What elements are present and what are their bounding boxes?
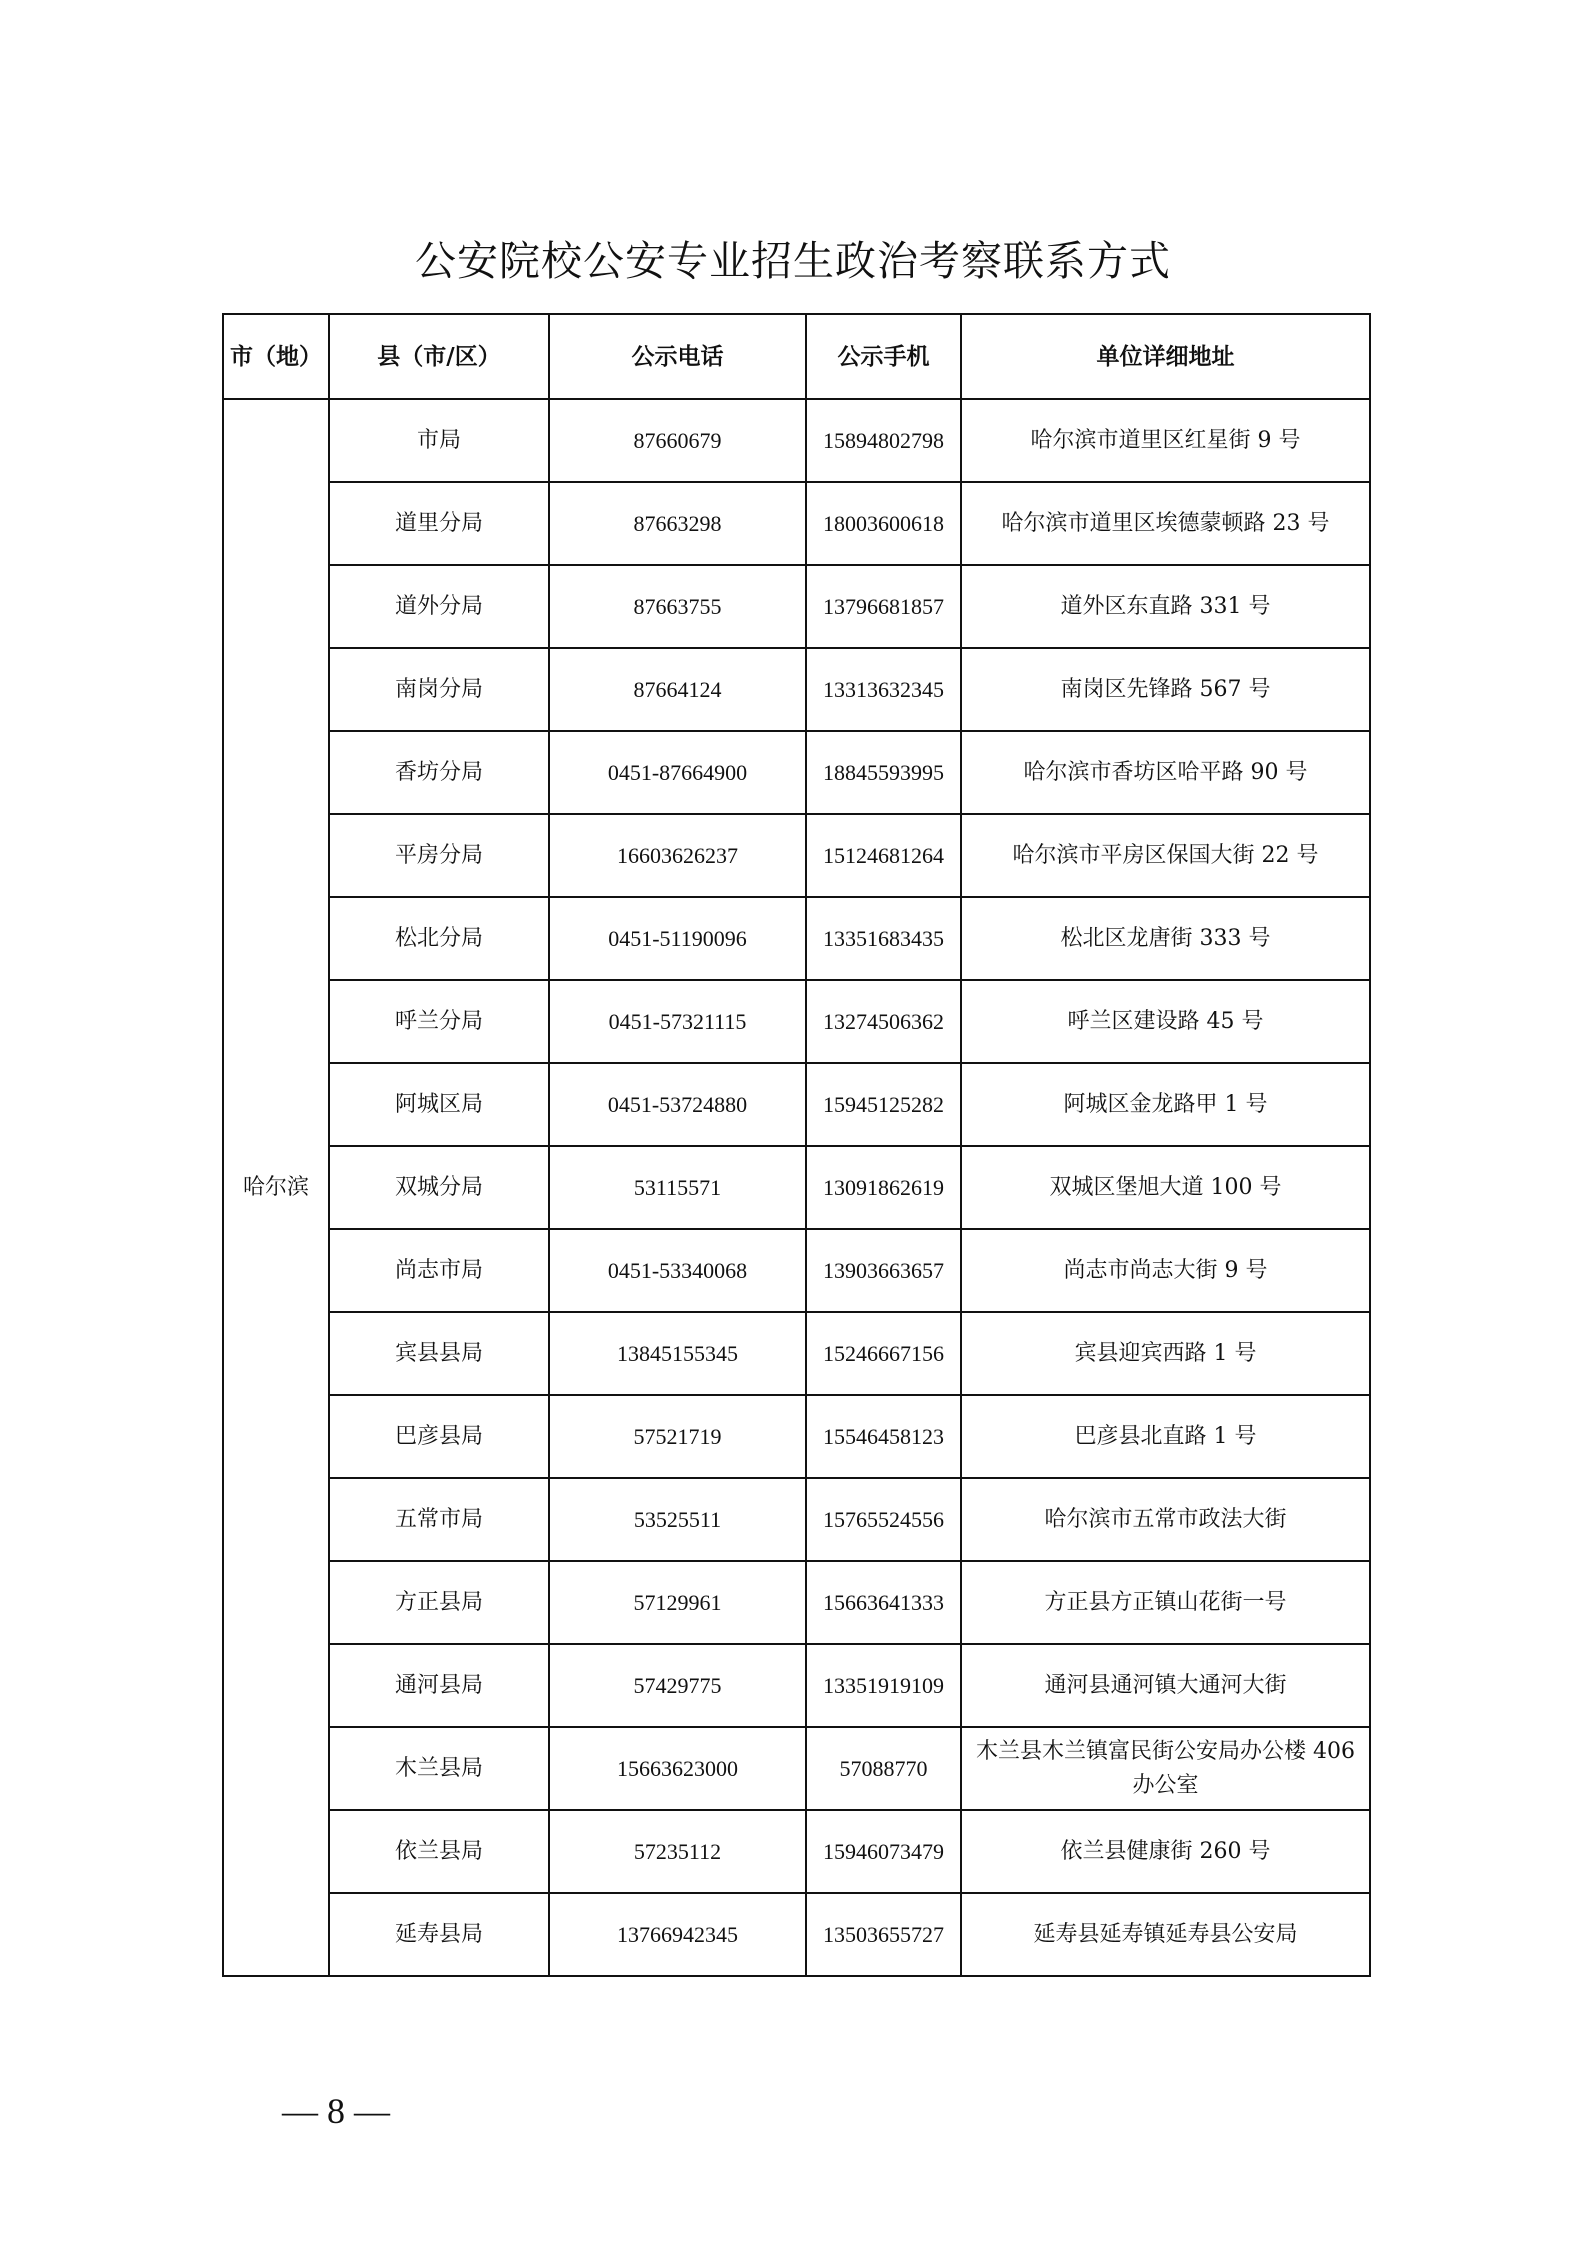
mobile-cell: 15946073479 xyxy=(806,1810,961,1893)
header-county: 县（市/区） xyxy=(329,314,549,399)
table-row xyxy=(223,648,1370,731)
county-cell: 平房分局 xyxy=(329,814,549,897)
address-cell: 哈尔滨市道里区红星街 9 号 xyxy=(961,399,1370,482)
county-cell: 五常市局 xyxy=(329,1478,549,1561)
county-cell: 呼兰分局 xyxy=(329,980,549,1063)
page-number: — 8 — xyxy=(282,2091,390,2131)
address-cell: 南岗区先锋路 567 号 xyxy=(961,648,1370,731)
mobile-cell: 15765524556 xyxy=(806,1478,961,1561)
mobile-cell: 15546458123 xyxy=(806,1395,961,1478)
table-row xyxy=(223,1727,1370,1810)
phone-cell: 15663623000 xyxy=(549,1727,806,1810)
page-title: 公安院校公安专业招生政治考察联系方式 xyxy=(415,237,1171,285)
header-city: 市（地） xyxy=(223,314,329,399)
contact-table xyxy=(222,313,1371,1977)
phone-cell: 87664124 xyxy=(549,648,806,731)
mobile-cell: 13091862619 xyxy=(806,1146,961,1229)
table-header-row xyxy=(223,314,1370,399)
phone-cell: 87663755 xyxy=(549,565,806,648)
phone-cell: 0451-51190096 xyxy=(549,897,806,980)
county-cell: 尚志市局 xyxy=(329,1229,549,1312)
address-cell: 阿城区金龙路甲 1 号 xyxy=(961,1063,1370,1146)
table-row xyxy=(223,1478,1370,1561)
table-row xyxy=(223,399,1370,482)
table-row xyxy=(223,565,1370,648)
county-cell: 香坊分局 xyxy=(329,731,549,814)
mobile-cell: 15124681264 xyxy=(806,814,961,897)
phone-cell: 87660679 xyxy=(549,399,806,482)
phone-cell: 0451-53340068 xyxy=(549,1229,806,1312)
table-row xyxy=(223,1644,1370,1727)
address-cell: 延寿县延寿镇延寿县公安局 xyxy=(961,1893,1370,1976)
county-cell: 南岗分局 xyxy=(329,648,549,731)
phone-cell: 53115571 xyxy=(549,1146,806,1229)
header-phone: 公示电话 xyxy=(549,314,806,399)
header-address: 单位详细地址 xyxy=(961,314,1370,399)
table-row xyxy=(223,1063,1370,1146)
address-cell: 通河县通河镇大通河大街 xyxy=(961,1644,1370,1727)
mobile-cell: 15894802798 xyxy=(806,399,961,482)
phone-cell: 0451-87664900 xyxy=(549,731,806,814)
table-row xyxy=(223,482,1370,565)
phone-cell: 16603626237 xyxy=(549,814,806,897)
county-cell: 依兰县局 xyxy=(329,1810,549,1893)
address-cell: 道外区东直路 331 号 xyxy=(961,565,1370,648)
county-cell: 木兰县局 xyxy=(329,1727,549,1810)
mobile-cell: 18845593995 xyxy=(806,731,961,814)
county-cell: 道外分局 xyxy=(329,565,549,648)
county-cell: 通河县局 xyxy=(329,1644,549,1727)
table-row xyxy=(223,897,1370,980)
address-cell: 宾县迎宾西路 1 号 xyxy=(961,1312,1370,1395)
table-row xyxy=(223,1395,1370,1478)
table-row xyxy=(223,1561,1370,1644)
table-row xyxy=(223,1312,1370,1395)
table-row xyxy=(223,814,1370,897)
phone-cell: 87663298 xyxy=(549,482,806,565)
mobile-cell: 13903663657 xyxy=(806,1229,961,1312)
phone-cell: 0451-53724880 xyxy=(549,1063,806,1146)
phone-cell: 0451-57321115 xyxy=(549,980,806,1063)
phone-cell: 57429775 xyxy=(549,1644,806,1727)
address-cell: 哈尔滨市道里区埃德蒙顿路 23 号 xyxy=(961,482,1370,565)
table-row xyxy=(223,1893,1370,1976)
mobile-cell: 15663641333 xyxy=(806,1561,961,1644)
mobile-cell: 15945125282 xyxy=(806,1063,961,1146)
phone-cell: 57521719 xyxy=(549,1395,806,1478)
table-row xyxy=(223,1146,1370,1229)
address-cell: 方正县方正镇山花街一号 xyxy=(961,1561,1370,1644)
mobile-cell: 13313632345 xyxy=(806,648,961,731)
county-cell: 阿城区局 xyxy=(329,1063,549,1146)
address-cell: 哈尔滨市五常市政法大街 xyxy=(961,1478,1370,1561)
table-row xyxy=(223,980,1370,1063)
table-row xyxy=(223,1810,1370,1893)
address-cell: 哈尔滨市香坊区哈平路 90 号 xyxy=(961,731,1370,814)
mobile-cell: 18003600618 xyxy=(806,482,961,565)
address-cell: 呼兰区建设路 45 号 xyxy=(961,980,1370,1063)
address-cell: 尚志市尚志大街 9 号 xyxy=(961,1229,1370,1312)
phone-cell: 13845155345 xyxy=(549,1312,806,1395)
county-cell: 巴彦县局 xyxy=(329,1395,549,1478)
county-cell: 松北分局 xyxy=(329,897,549,980)
county-cell: 延寿县局 xyxy=(329,1893,549,1976)
header-mobile: 公示手机 xyxy=(806,314,961,399)
county-cell: 宾县县局 xyxy=(329,1312,549,1395)
city-cell: 哈尔滨 xyxy=(223,399,329,1976)
address-cell: 巴彦县北直路 1 号 xyxy=(961,1395,1370,1478)
mobile-cell: 13351683435 xyxy=(806,897,961,980)
table-row xyxy=(223,731,1370,814)
county-cell: 方正县局 xyxy=(329,1561,549,1644)
address-cell: 木兰县木兰镇富民街公安局办公楼 406 办公室 xyxy=(961,1727,1370,1810)
address-cell: 双城区堡旭大道 100 号 xyxy=(961,1146,1370,1229)
county-cell: 市局 xyxy=(329,399,549,482)
mobile-cell: 13503655727 xyxy=(806,1893,961,1976)
phone-cell: 57235112 xyxy=(549,1810,806,1893)
mobile-cell: 57088770 xyxy=(806,1727,961,1810)
mobile-cell: 13274506362 xyxy=(806,980,961,1063)
phone-cell: 53525511 xyxy=(549,1478,806,1561)
county-cell: 道里分局 xyxy=(329,482,549,565)
phone-cell: 13766942345 xyxy=(549,1893,806,1976)
address-cell: 哈尔滨市平房区保国大街 22 号 xyxy=(961,814,1370,897)
phone-cell: 57129961 xyxy=(549,1561,806,1644)
mobile-cell: 15246667156 xyxy=(806,1312,961,1395)
county-cell: 双城分局 xyxy=(329,1146,549,1229)
address-cell: 依兰县健康街 260 号 xyxy=(961,1810,1370,1893)
address-cell: 松北区龙唐街 333 号 xyxy=(961,897,1370,980)
table-row xyxy=(223,1229,1370,1312)
mobile-cell: 13796681857 xyxy=(806,565,961,648)
mobile-cell: 13351919109 xyxy=(806,1644,961,1727)
